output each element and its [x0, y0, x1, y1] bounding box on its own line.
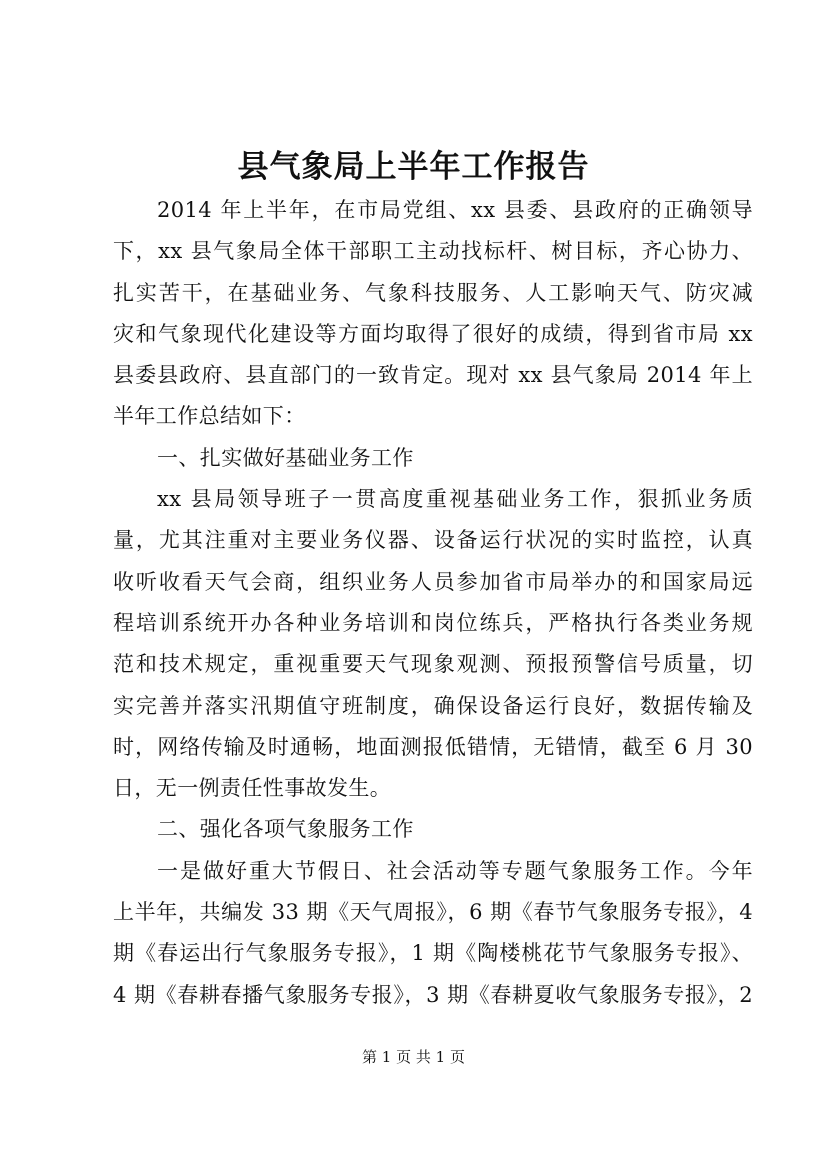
paragraph-line: 一是做好重大节假日、社会活动等专题气象服务工作。今年 — [157, 858, 753, 883]
paragraph-line: 时，网络传输及时通畅，地面测报低错情，无错情，截至 6 月 30 — [113, 734, 753, 759]
paragraph-line: 程培训系统开办各种业务培训和岗位练兵，严格执行各类业务规 — [113, 610, 753, 635]
paragraph-line: 下，xx 县气象局全体干部职工主动找标杆、树目标，齐心协力、 — [113, 239, 753, 264]
section-heading: 一、扎实做好基础业务工作 — [157, 445, 414, 470]
paragraph-line: 半年工作总结如下： — [113, 404, 306, 429]
paragraph-line: 2014 年上半年，在市局党组、xx 县委、县政府的正确领导 — [157, 198, 753, 222]
paragraph-line: 4 期《春耕春播气象服务专报》，3 期《春耕夏收气象服务专报》，2 — [113, 982, 753, 1007]
paragraph-line: 灾和气象现代化建设等方面均取得了很好的成绩，得到省市局 xx — [113, 321, 753, 346]
paragraph-line: 范和技术规定，重视重要天气现象观测、预报预警信号质量，切 — [113, 652, 753, 677]
paragraph-line: 收听收看天气会商，组织业务人员参加省市局举办的和国家局远 — [113, 569, 753, 594]
paragraph-line: 扎实苦干，在基础业务、气象科技服务、人工影响天气、防灾减 — [113, 280, 753, 305]
paragraph-line: 期《春运出行气象服务专报》，1 期《陶楼桃花节气象服务专报》、 — [113, 941, 753, 966]
section-heading: 二、强化各项气象服务工作 — [157, 817, 414, 842]
paragraph-line: 量，尤其注重对主要业务仪器、设备运行状况的实时监控，认真 — [113, 528, 753, 553]
paragraph-line: 上半年，共编发 33 期《天气周报》，6 期《春节气象服务专报》，4 — [113, 900, 753, 925]
document-title: 县气象局上半年工作报告 — [237, 149, 590, 185]
page-footer: 第 1 页 共 1 页 — [362, 1048, 465, 1066]
paragraph-line: 县委县政府、县直部门的一致肯定。现对 xx 县气象局 2014 年上 — [113, 363, 753, 388]
paragraph-line: 实完善并落实汛期值守班制度，确保设备运行良好，数据传输及 — [113, 693, 753, 718]
paragraph-line: xx 县局领导班子一贯高度重视基础业务工作，狠抓业务质 — [157, 487, 753, 512]
paragraph-line: 日，无一例责任性事故发生。 — [113, 776, 392, 801]
document-body — [113, 190, 753, 1016]
